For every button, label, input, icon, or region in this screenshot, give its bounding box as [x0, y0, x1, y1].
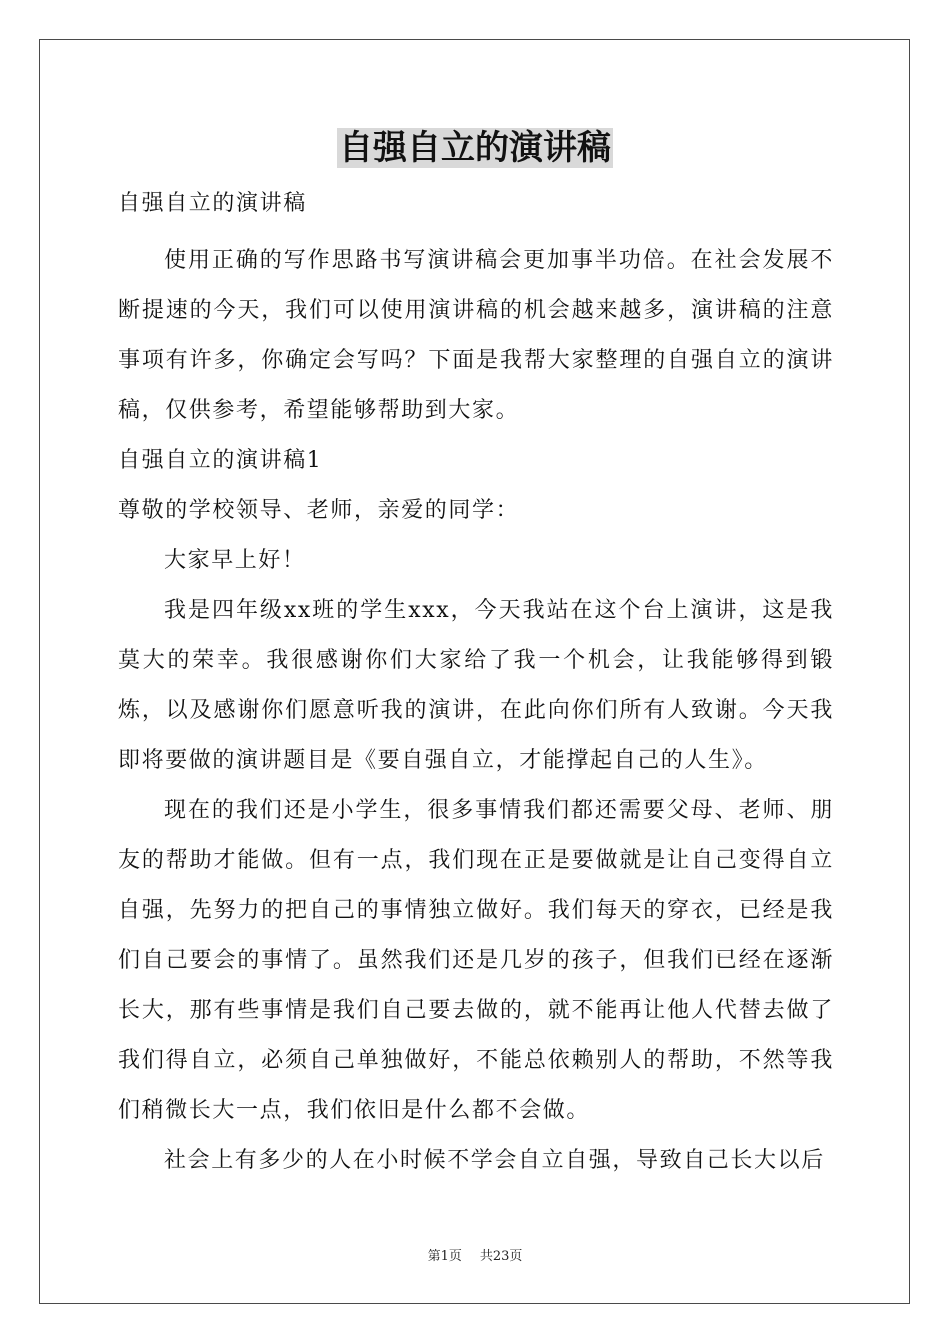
document-body: [118, 179, 834, 1186]
body-paragraph-2: 现在的我们还是小学生，很多事情我们都还需要父母、老师、朋友的帮助才能做。但有一点，我们现在正是要做就是让自己变得自立自强，先努力的把自己的事情独立做好。我们每天的穿衣，已经是我们自己要会的事情了。虽然我们还是几岁的孩子，但我们已经在逐渐长大，那有些事情是我们自己要去做的，就不能再让他人代替去做了我们得自立，必须自己单独做好，不能总依赖别人的帮助，不然等我们稍微长大一点，我们依旧是什么都不会做。: [118, 798, 834, 1123]
greeting: 大家早上好！: [164, 548, 306, 573]
page-number: 第1页: [427, 1249, 462, 1264]
body-paragraph-1: 我是四年级xx班的学生xxx，今天我站在这个台上演讲，这是我莫大的荣幸。我很感谢你们大家给了我一个机会，让我能够得到锻炼，以及感谢你们愿意听我的演讲，在此向你们所有人致谢。今天我即将要做的演讲题目是《要自强自立，才能撑起自己的人生》。: [118, 598, 834, 773]
document-title: 自强自立的演讲稿: [339, 128, 611, 168]
document-subtitle: 自强自立的演讲稿: [118, 191, 307, 216]
title-container: [0, 128, 950, 168]
section-heading: 自强自立的演讲稿1: [118, 448, 323, 473]
page-footer: [0, 1245, 950, 1264]
body-paragraph-3: 社会上有多少的人在小时候不学会自立自强，导致自己长大以后: [164, 1148, 825, 1173]
page-total: 共23页: [479, 1249, 523, 1264]
salutation: 尊敬的学校领导、老师，亲爱的同学：: [118, 498, 520, 523]
intro-paragraph: 使用正确的写作思路书写演讲稿会更加事半功倍。在社会发展不断提速的今天，我们可以使用演讲稿的机会越来越多，演讲稿的注意事项有许多，你确定会写吗？下面是我帮大家整理的自强自立的演讲稿，仅供参考，希望能够帮助到大家。: [118, 248, 834, 423]
